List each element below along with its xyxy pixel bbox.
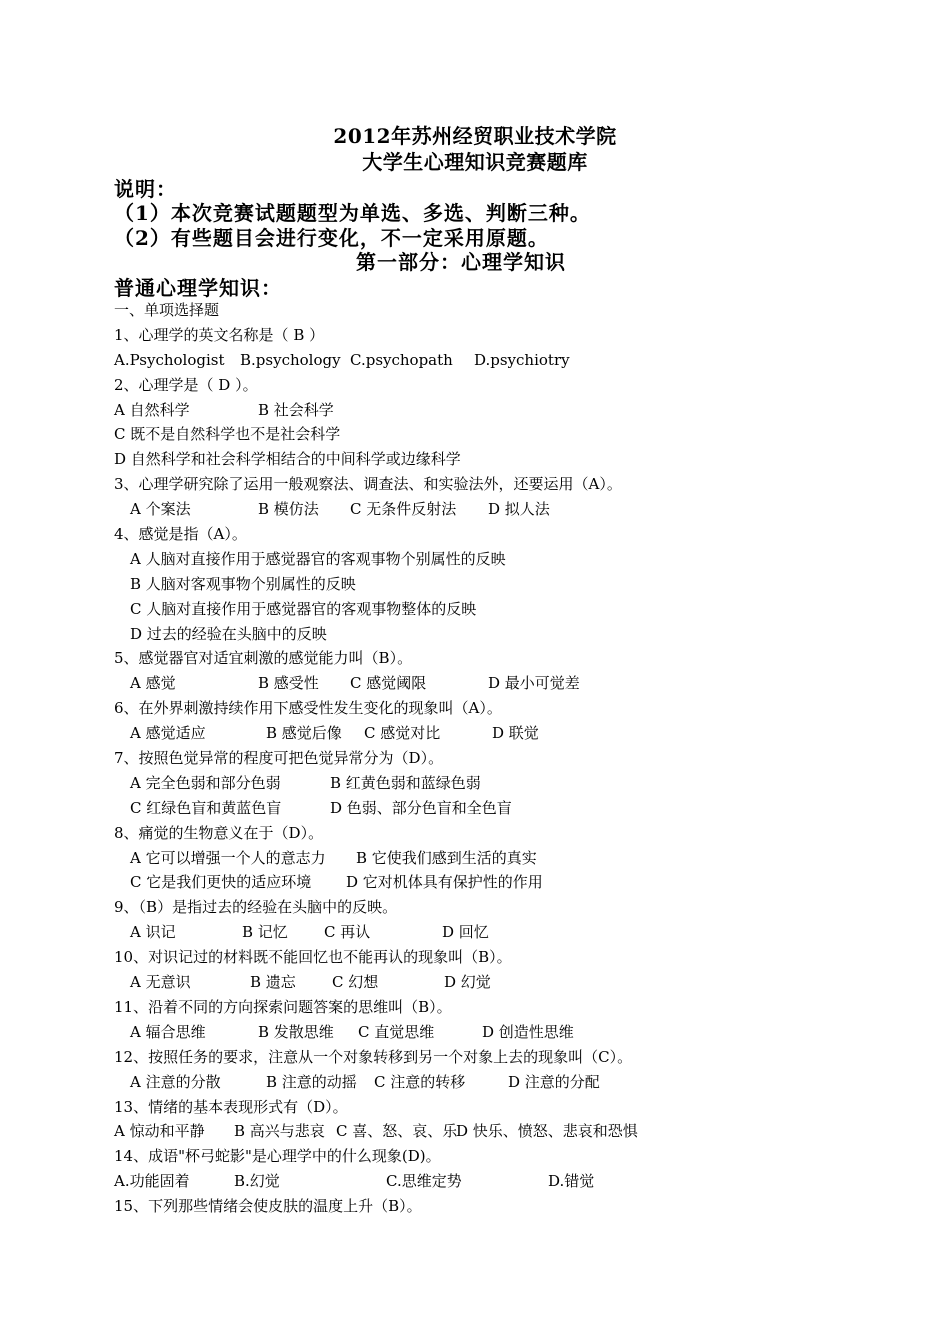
option-text: D 快乐、愤怒、悲哀和恐惧 (456, 1122, 638, 1141)
option-text: A 注意的分散 (130, 1072, 221, 1091)
question-text: 12、按照任务的要求，注意从一个对象转移到另一个对象上去的现象叫（C）。 (114, 1047, 633, 1066)
option-row (114, 1020, 914, 1045)
question-text: 5、感觉器官对适宜刺激的感觉能力叫（B）。 (114, 649, 413, 668)
option-row (114, 846, 914, 871)
option-row (114, 721, 914, 746)
option-text: D 拟人法 (488, 500, 550, 519)
question-list (114, 298, 914, 1219)
option-text: C 它是我们更快的适应环境 (130, 873, 312, 892)
section-heading: 普通心理学知识： (114, 276, 282, 300)
option-text: A 感觉适应 (130, 724, 206, 743)
question-text: 14、成语"杯弓蛇影"是心理学中的什么现象(D)。 (114, 1147, 441, 1166)
option-text: D 创造性思维 (482, 1022, 574, 1041)
option-text: D 回忆 (442, 923, 489, 942)
question-text: B 人脑对客观事物个别属性的反映 (130, 574, 356, 593)
option-row (114, 870, 914, 895)
option-text: B 遗忘 (250, 973, 296, 992)
option-text: B 红黄色弱和蓝绿色弱 (330, 773, 481, 792)
note-label: 说明： (114, 177, 177, 201)
option-text: C 感觉对比 (364, 724, 441, 743)
option-text: A 个案法 (130, 500, 191, 519)
question-text: 2、心理学是（ D ）。 (114, 375, 258, 394)
question-text: 8、痛觉的生物意义在于（D）。 (114, 823, 324, 842)
option-text: A 惊动和平静 (114, 1122, 205, 1141)
option-text: B 感觉后像 (266, 724, 342, 743)
doc-title-line-1: 2012年苏州经贸职业技术学院 (333, 124, 617, 148)
question-text: 13、情绪的基本表现形式有（D）。 (114, 1097, 348, 1116)
option-text: A.Psychologist (114, 350, 225, 369)
question-text: 15、下列那些情绪会使皮肤的温度上升（B）。 (114, 1197, 422, 1216)
option-row (114, 796, 914, 821)
option-row (114, 1070, 914, 1095)
option-row (114, 497, 914, 522)
option-text: B 注意的动摇 (266, 1072, 357, 1091)
option-text: C 直觉思维 (358, 1022, 435, 1041)
option-text: D 它对机体具有保护性的作用 (346, 873, 543, 892)
question-text: D 自然科学和社会科学相结合的中间科学或边缘科学 (114, 450, 461, 469)
option-text: B 高兴与悲哀 (234, 1122, 325, 1141)
option-text: D.错觉 (548, 1172, 595, 1191)
option-text: C 感觉阈限 (350, 674, 427, 693)
option-text: A 辐合思维 (130, 1022, 206, 1041)
option-row (114, 1119, 914, 1144)
option-text: C 无条件反射法 (350, 500, 457, 519)
doc-title-line-2: 大学生心理知识竞赛题库 (362, 150, 588, 174)
question-text: D 过去的经验在头脑中的反映 (130, 624, 327, 643)
option-row (114, 771, 914, 796)
question-text: 4、感觉是指（A）。 (114, 525, 247, 544)
option-text: D 幻觉 (444, 973, 491, 992)
option-text: C 喜、怒、哀、乐 (336, 1122, 458, 1141)
option-text: B.幻觉 (234, 1172, 280, 1191)
option-row (114, 398, 914, 423)
option-text: D 最小可觉差 (488, 674, 580, 693)
question-text: 11、沿着不同的方向探索问题答案的思维叫（B）。 (114, 997, 452, 1016)
option-text: B 记忆 (242, 923, 288, 942)
question-text: C 既不是自然科学也不是社会科学 (114, 425, 341, 444)
option-text: A 完全色弱和部分色弱 (130, 773, 281, 792)
option-text: C 红绿色盲和黄蓝色盲 (130, 798, 282, 817)
option-row (114, 970, 914, 995)
option-text: D 色弱、部分色盲和全色盲 (330, 798, 512, 817)
option-text: B 发散思维 (258, 1022, 334, 1041)
option-text: C.思维定势 (386, 1172, 462, 1191)
subsection-heading: 一、单项选择题 (114, 301, 220, 319)
note-item-1: （1）本次竞赛试题题型为单选、多选、判断三种。 (114, 201, 591, 225)
option-row (114, 671, 914, 696)
option-text: C.psychopath (350, 350, 453, 369)
note-item-2: （2）有些题目会进行变化，不一定采用原题。 (114, 226, 549, 250)
option-text: A 它可以增强一个人的意志力 (130, 848, 326, 867)
option-text: C 再认 (324, 923, 371, 942)
option-row (114, 348, 914, 373)
option-row (114, 1169, 914, 1194)
question-text: 9、（B）是指过去的经验在头脑中的反映。 (114, 898, 398, 917)
question-text: A 人脑对直接作用于感觉器官的客观事物个别属性的反映 (130, 549, 506, 568)
option-text: B 社会科学 (258, 400, 334, 419)
option-text: B.psychology (240, 350, 341, 369)
option-text: A 自然科学 (114, 400, 190, 419)
option-text: B 感受性 (258, 674, 319, 693)
option-text: C 注意的转移 (374, 1072, 466, 1091)
question-text: 6、在外界刺激持续作用下感受性发生变化的现象叫（A）。 (114, 699, 502, 718)
question-text: 7、按照色觉异常的程度可把色觉异常分为（D）。 (114, 749, 444, 768)
option-text: C 幻想 (332, 973, 379, 992)
option-text: A 识记 (130, 923, 176, 942)
question-text: 10、对识记过的材料既不能回忆也不能再认的现象叫（B）。 (114, 948, 512, 967)
option-text: B 模仿法 (258, 500, 319, 519)
option-text: D 联觉 (492, 724, 539, 743)
question-text: 3、心理学研究除了运用一般观察法、调查法、和实验法外，还要运用（A）。 (114, 475, 622, 494)
question-text: C 人脑对直接作用于感觉器官的客观事物整体的反映 (130, 599, 477, 618)
option-row (114, 920, 914, 945)
option-text: A 无意识 (130, 973, 191, 992)
option-text: B 它使我们感到生活的真实 (356, 848, 537, 867)
option-text: D.psychiotry (474, 350, 570, 369)
question-lines (114, 323, 914, 1219)
question-text: 1、心理学的英文名称是（ B ） (114, 325, 325, 344)
part-heading: 第一部分：心理学知识 (356, 250, 566, 274)
option-text: A 感觉 (130, 674, 176, 693)
option-text: A.功能固着 (114, 1172, 190, 1191)
option-text: D 注意的分配 (508, 1072, 600, 1091)
